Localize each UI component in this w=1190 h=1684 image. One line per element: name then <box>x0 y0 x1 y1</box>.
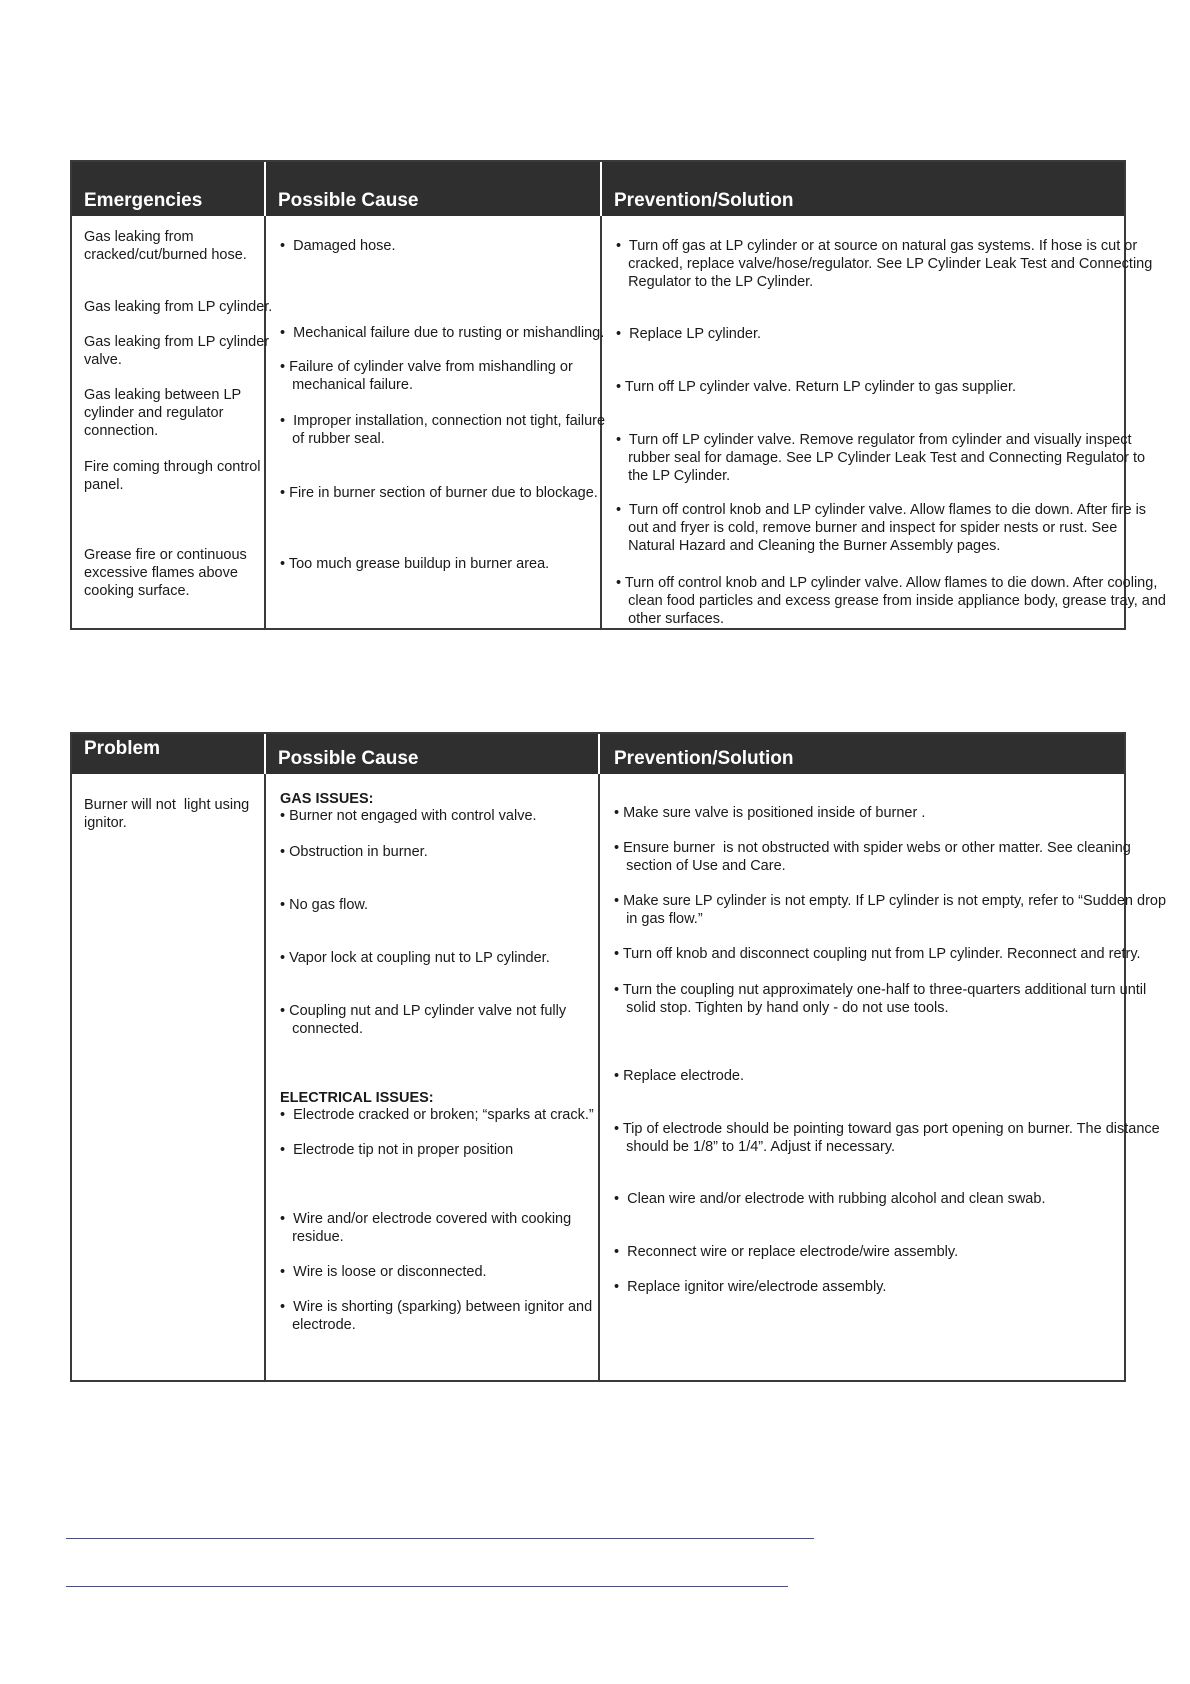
header-divider <box>598 734 600 774</box>
header-emergencies: Emergencies <box>84 190 203 211</box>
cause-text: • Mechanical failure due to rusting or mishandling. <box>280 325 605 341</box>
solution-text: • Make sure LP cylinder is not empty. If LP cylinder is not empty, refer to “Sudden drop in gas flow.” <box>614 893 1167 927</box>
cause-text: • Burner not engaged with control valve. <box>280 808 537 824</box>
header-problem: Problem <box>84 738 161 759</box>
cause-text: • Wire and/or electrode covered with cooking residue. <box>280 1211 572 1245</box>
cause-text: • Coupling nut and LP cylinder valve not fully connected. <box>280 1003 567 1037</box>
problem-table-header <box>72 734 1124 774</box>
emergencies-table-header <box>72 162 1124 216</box>
solution-text: • Clean wire and/or electrode with rubbing alcohol and clean swab. <box>614 1191 1046 1207</box>
cause-text: • Damaged hose. <box>280 238 396 254</box>
header-prevention-solution: Prevention/Solution <box>614 190 794 211</box>
cause-text: • Vapor lock at coupling nut to LP cylinder. <box>280 950 550 966</box>
link-underline <box>66 1586 788 1587</box>
header-divider <box>264 162 266 216</box>
solution-text: • Turn off control knob and LP cylinder valve. Allow flames to die down. After cooling, clean food particles and excess grease from inside appliance body, grease tray, and other surfaces. <box>616 575 1166 627</box>
column-divider <box>264 216 266 628</box>
cause-text: • Too much grease buildup in burner area. <box>280 556 550 572</box>
problem-table <box>70 732 1167 1382</box>
column-divider <box>264 774 266 1380</box>
header-divider <box>264 734 266 774</box>
emergency-text: Fire coming through control panel. <box>84 459 261 493</box>
problem-text: Burner will not light using ignitor. <box>84 797 250 831</box>
header-possible-cause: Possible Cause <box>278 748 419 769</box>
emergencies-table <box>70 160 1166 630</box>
header-divider <box>600 162 602 216</box>
link-underline <box>66 1538 814 1539</box>
cause-text: • Obstruction in burner. <box>280 844 428 860</box>
emergency-text: Gas leaking from LP cylinder valve. <box>84 334 270 368</box>
cause-text: • Wire is loose or disconnected. <box>280 1264 487 1280</box>
column-divider <box>598 774 600 1380</box>
emergency-text: Gas leaking from cracked/cut/burned hose. <box>84 229 247 263</box>
header-possible-cause: Possible Cause <box>278 190 419 211</box>
solution-text: • Turn off LP cylinder valve. Remove regulator from cylinder and visually inspect rubber seal for damage. See LP Cylinder Leak Test and Connecting Regulator to the LP Cylinder. <box>616 432 1146 484</box>
emergency-text: Gas leaking from LP cylinder. <box>84 299 273 315</box>
solution-text: • Reconnect wire or replace electrode/wire assembly. <box>614 1244 959 1260</box>
header-prevention-solution: Prevention/Solution <box>614 748 794 769</box>
cause-text: • Wire is shorting (sparking) between ignitor and electrode. <box>280 1299 593 1333</box>
solution-text: • Replace LP cylinder. <box>616 326 762 342</box>
cause-text: • Fire in burner section of burner due to blockage. <box>280 485 598 501</box>
solution-text: • Replace electrode. <box>614 1068 745 1084</box>
electrical-issues-label: ELECTRICAL ISSUES: <box>280 1090 434 1106</box>
solution-text: • Turn off knob and disconnect coupling nut from LP cylinder. Reconnect and retry. <box>614 946 1141 962</box>
emergency-text: Grease fire or continuous excessive flames above cooking surface. <box>84 547 247 599</box>
solution-text: • Replace ignitor wire/electrode assembly. <box>614 1279 887 1295</box>
solution-text: • Turn off gas at LP cylinder or at source on natural gas systems. If hose is cut or cracked, replace valve/hose/regulator. See LP Cylinder Leak Test and Connecting Regulator to the LP Cylinder. <box>616 238 1153 290</box>
solution-text: • Make sure valve is positioned inside of burner . <box>614 805 926 821</box>
solution-text: • Turn the coupling nut approximately one-half to three-quarters additional turn until solid stop. Tighten by hand only - do not use tools. <box>614 982 1147 1016</box>
gas-issues-label: GAS ISSUES: <box>280 791 374 807</box>
solution-text: • Ensure burner is not obstructed with spider webs or other matter. See cleaning section of Use and Care. <box>614 840 1131 874</box>
solution-text: • Turn off control knob and LP cylinder valve. Allow flames to die down. After fire is out and fryer is cold, remove burner and inspect for spider nests or rust. See Natural Hazard and Cleaning the Burner Assembly pages. <box>616 502 1147 554</box>
cause-text: • Electrode cracked or broken; “sparks at crack.” <box>280 1107 594 1123</box>
cause-text: • No gas flow. <box>280 897 369 913</box>
solution-text: • Turn off LP cylinder valve. Return LP cylinder to gas supplier. <box>616 379 1017 395</box>
cause-text: • Failure of cylinder valve from mishandling or mechanical failure. <box>280 359 573 393</box>
cause-text: • Improper installation, connection not tight, failure of rubber seal. <box>280 413 606 447</box>
solution-text: • Tip of electrode should be pointing toward gas port opening on burner. The distance should be 1/8” to 1/4”. Adjust if necessary. <box>614 1121 1160 1155</box>
emergency-text: Gas leaking between LP cylinder and regulator connection. <box>84 387 242 439</box>
cause-text: • Electrode tip not in proper position <box>280 1142 514 1158</box>
